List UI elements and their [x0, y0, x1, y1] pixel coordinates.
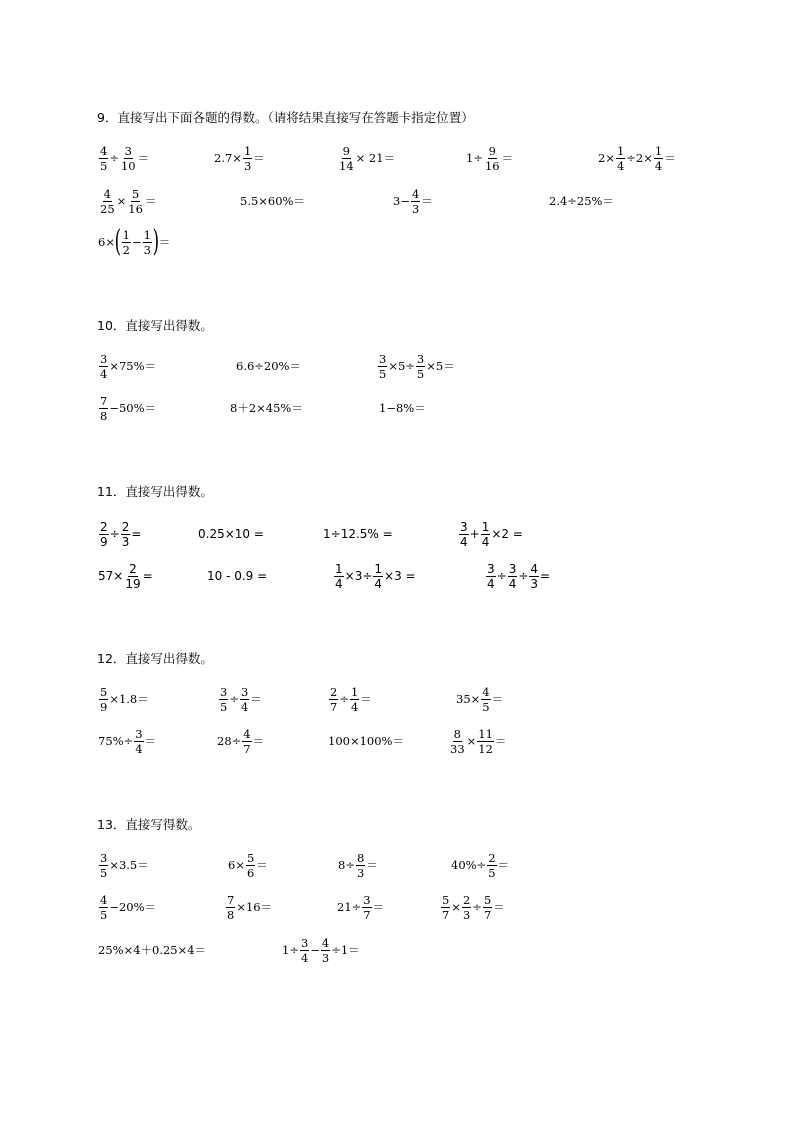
fraction [240, 685, 249, 714]
expression-text: 100×100%＝ [328, 734, 404, 748]
fraction [99, 144, 108, 173]
fraction [378, 352, 387, 381]
fraction-numerator: 5 [131, 186, 140, 201]
fraction-numerator: 4 [100, 143, 108, 158]
expression-text: 2.4÷25%＝ [549, 194, 614, 208]
expression-text: ÷ [518, 569, 529, 583]
math-expression [218, 681, 262, 717]
math-expression [207, 558, 267, 594]
fraction [449, 727, 466, 756]
math-expression [217, 723, 264, 759]
math-expression [393, 183, 433, 219]
expression-text: 1÷ [466, 151, 483, 165]
fraction-denominator: 8 [227, 907, 235, 922]
fraction-denominator: 3 [121, 534, 130, 549]
fraction-numerator: 5 [100, 684, 108, 699]
fraction-denominator: 7 [330, 699, 338, 714]
expression-text: ＝ [366, 858, 378, 872]
fraction-denominator: 5 [100, 865, 108, 880]
expression-text: ÷ [496, 569, 507, 583]
expression-text: 0.25×10 = [198, 527, 264, 541]
fraction-denominator: 4 [616, 158, 625, 173]
fraction [508, 562, 518, 591]
expression-text: ＝ [360, 692, 372, 706]
right-parenthesis: ) [152, 224, 160, 259]
fraction-denominator: 2 [122, 242, 130, 257]
fraction-numerator: 1 [616, 143, 625, 158]
fraction [99, 685, 108, 714]
math-expression [458, 516, 523, 552]
fraction-numerator: 3 [100, 351, 108, 366]
expression-text: ÷ [229, 692, 239, 706]
fraction [484, 144, 501, 173]
math-expression [236, 348, 301, 384]
math-expression [451, 847, 509, 883]
math-expression [337, 140, 395, 176]
fraction [338, 144, 355, 173]
fraction-denominator: 4 [300, 950, 309, 965]
expression-text: ＝ [137, 151, 150, 165]
fraction [242, 727, 251, 756]
fraction-numerator: 4 [321, 935, 330, 950]
expression-text: −20%＝ [109, 900, 157, 914]
math-expression [98, 932, 206, 968]
expression-text: = [131, 527, 142, 541]
math-expression [466, 140, 513, 176]
fraction-numerator: 1 [243, 143, 252, 158]
expression-text: + [469, 527, 480, 541]
fraction-numerator: 2 [462, 892, 471, 907]
fraction [124, 562, 141, 591]
expression-text: 8＋2×45%＝ [230, 401, 303, 415]
expression-text: ＝ [491, 692, 504, 706]
fraction-denominator: 4 [100, 366, 108, 381]
expression-text: ＝ [421, 194, 433, 208]
math-expression [323, 516, 393, 552]
math-expression [98, 140, 149, 176]
fraction-numerator: 4 [100, 892, 108, 907]
expression-text: ×5＝ [426, 359, 455, 373]
fraction-numerator: 4 [243, 726, 251, 741]
math-expression [225, 889, 272, 925]
fraction [99, 520, 109, 549]
expression-text: ×16＝ [236, 900, 273, 914]
fraction [486, 562, 496, 591]
expression-text: ×5÷ [388, 359, 415, 373]
expression-text: − [132, 235, 142, 249]
fraction-numerator: 4 [530, 561, 539, 576]
fraction-numerator: 9 [488, 143, 496, 158]
math-expression [282, 932, 360, 968]
question-heading-12: 12．直接写出得数。 [97, 651, 213, 666]
fraction [441, 893, 450, 922]
fraction-numerator: 1 [374, 561, 383, 576]
fraction-denominator: 7 [483, 907, 492, 922]
fraction-numerator: 3 [460, 519, 468, 534]
fraction-numerator: 4 [103, 186, 111, 201]
fraction-numerator: 2 [488, 850, 496, 865]
fraction [462, 893, 471, 922]
fraction-denominator: 6 [246, 865, 255, 880]
fraction-numerator: 3 [100, 850, 108, 865]
fraction-denominator: 3 [143, 242, 151, 257]
fraction [477, 727, 494, 756]
fraction [356, 851, 365, 880]
expression-text: ×3.5＝ [109, 858, 149, 872]
expression-text: 6.6÷20%＝ [236, 359, 301, 373]
fraction-denominator: 25 [100, 201, 115, 216]
expression-text: 28÷ [217, 734, 242, 748]
fraction [127, 187, 144, 216]
expression-text: ＝ [497, 858, 510, 872]
math-expression [338, 847, 378, 883]
expression-text: × 21＝ [355, 151, 396, 165]
question-heading-11: 11．直接写出得数。 [97, 484, 213, 499]
math-expression [328, 681, 372, 717]
fraction [334, 562, 344, 591]
fraction [483, 893, 492, 922]
expression-text: 25%×4＋0.25×4＝ [98, 943, 207, 957]
math-expression [240, 183, 305, 219]
math-expression [448, 723, 506, 759]
math-expression [214, 140, 265, 176]
fraction [350, 685, 359, 714]
math-expression [379, 390, 426, 426]
expression-text: ＝ [664, 151, 676, 165]
question-heading-9: 9．直接写出下面各题的得数。（请将结果直接写在答题卡指定位置） [97, 110, 474, 125]
fraction-denominator: 5 [100, 907, 108, 922]
fraction-denominator: 16 [128, 201, 143, 216]
expression-text: × [451, 900, 461, 914]
fraction [459, 520, 469, 549]
math-expression [333, 558, 416, 594]
fraction-denominator: 10 [120, 158, 136, 173]
math-expression [598, 140, 676, 176]
fraction-denominator: 4 [240, 699, 249, 714]
fraction [226, 893, 235, 922]
fraction-denominator: 9 [100, 699, 108, 714]
question-heading-13: 13．直接写得数。 [97, 817, 201, 832]
fraction-numerator: 3 [487, 561, 495, 576]
fraction-denominator: 3 [462, 907, 471, 922]
expression-text: 8÷ [338, 858, 355, 872]
fraction [120, 144, 137, 173]
expression-text: ÷2× [626, 151, 653, 165]
fraction [99, 394, 108, 423]
fraction [300, 936, 309, 965]
expression-text: ＝ [250, 692, 262, 706]
fraction-denominator: 4 [654, 158, 663, 173]
expression-text: 3− [393, 194, 410, 208]
fraction-numerator: 1 [335, 561, 343, 576]
fraction-numerator: 3 [300, 935, 309, 950]
fraction-denominator: 16 [484, 158, 500, 173]
fraction-denominator: 9 [100, 534, 108, 549]
expression-text: ×3÷ [344, 569, 373, 583]
fraction-denominator: 7 [363, 907, 371, 922]
expression-text: ＝ [144, 734, 157, 748]
fraction-numerator: 3 [240, 684, 249, 699]
left-parenthesis: ( [114, 224, 122, 259]
fraction [616, 144, 625, 173]
fraction-numerator: 5 [483, 892, 492, 907]
fraction-denominator: 4 [481, 534, 490, 549]
expression-text: ×3 = [384, 569, 416, 583]
fraction-numerator: 2 [129, 561, 137, 576]
expression-text: ×1.8＝ [109, 692, 149, 706]
expression-text: × [116, 194, 127, 208]
expression-text: ÷ [472, 900, 482, 914]
expression-text: ＝ [493, 900, 505, 914]
fraction-denominator: 4 [460, 534, 468, 549]
math-expression [440, 889, 505, 925]
fraction-numerator: 11 [478, 726, 493, 741]
math-expression [98, 183, 156, 219]
fraction [481, 520, 491, 549]
fraction [416, 352, 425, 381]
fraction-numerator: 8 [453, 726, 461, 741]
question-heading-10: 10．直接写出得数。 [97, 318, 213, 333]
fraction-numerator: 3 [135, 726, 143, 741]
fraction-numerator: 7 [100, 393, 108, 408]
math-expression [98, 390, 156, 426]
fraction [99, 187, 116, 216]
fraction [99, 893, 108, 922]
math-expression [228, 847, 268, 883]
math-expression [98, 516, 141, 552]
expression-text: 6× [228, 858, 245, 872]
fraction-denominator: 8 [100, 408, 108, 423]
fraction-numerator: 1 [143, 227, 151, 242]
fraction-denominator: 3 [530, 576, 539, 591]
fraction [411, 187, 420, 216]
fraction-denominator: 5 [220, 699, 228, 714]
expression-text: ＝ [494, 734, 507, 748]
fraction-denominator: 3 [321, 950, 330, 965]
fraction [321, 936, 330, 965]
fraction-denominator: 4 [508, 576, 517, 591]
fraction-numerator: 8 [356, 850, 365, 865]
fraction-denominator: 5 [482, 699, 490, 714]
expression-text: 1÷ [282, 943, 299, 957]
expression-text: ＝ [256, 858, 268, 872]
fraction [134, 727, 143, 756]
fraction-denominator: 14 [339, 158, 354, 173]
fraction-denominator: 7 [243, 741, 251, 756]
expression-text: = [540, 569, 551, 583]
fraction [529, 562, 539, 591]
expression-text: ＝ [144, 194, 157, 208]
fraction-denominator: 3 [243, 158, 252, 173]
expression-text: ＝ [501, 151, 514, 165]
math-expression [98, 847, 149, 883]
fraction [99, 851, 108, 880]
fraction [122, 228, 131, 257]
expression-text: ＝ [252, 734, 265, 748]
math-expression [198, 516, 264, 552]
expression-text: ÷ [109, 527, 120, 541]
expression-text: 1−8%＝ [379, 401, 426, 415]
fraction-denominator: 4 [350, 699, 359, 714]
math-expression [328, 723, 404, 759]
fraction-numerator: 1 [654, 143, 663, 158]
fraction-numerator: 7 [227, 892, 235, 907]
expression-text: = [142, 569, 153, 583]
fraction-denominator: 5 [488, 865, 496, 880]
fraction [654, 144, 663, 173]
expression-text: × [466, 734, 477, 748]
fraction [481, 685, 490, 714]
fraction-numerator: 2 [330, 684, 338, 699]
expression-text: ＝ [253, 151, 265, 165]
fraction-numerator: 5 [442, 892, 450, 907]
fraction-denominator: 3 [356, 865, 365, 880]
expression-text: 40%÷ [451, 858, 487, 872]
math-expression [456, 681, 503, 717]
math-expression [98, 889, 156, 925]
expression-text: 6× [98, 235, 115, 249]
expression-text: 2× [598, 151, 615, 165]
fraction-numerator: 4 [411, 186, 420, 201]
fraction-denominator: 5 [416, 366, 425, 381]
fraction-numerator: 3 [416, 351, 425, 366]
fraction-numerator: 3 [124, 143, 132, 158]
fraction-numerator: 5 [246, 850, 255, 865]
fraction-denominator: 5 [100, 158, 108, 173]
fraction-denominator: 3 [411, 201, 420, 216]
expression-text: 2.7× [214, 151, 242, 165]
fraction-numerator: 9 [342, 143, 350, 158]
fraction [99, 352, 108, 381]
math-expression [337, 889, 384, 925]
expression-text: ＝ [158, 235, 171, 249]
math-expression [230, 390, 303, 426]
fraction [219, 685, 228, 714]
fraction [243, 144, 252, 173]
fraction-denominator: 4 [487, 576, 495, 591]
expression-text: ＝ [372, 900, 385, 914]
fraction-numerator: 2 [100, 519, 108, 534]
fraction [246, 851, 255, 880]
fraction-numerator: 1 [350, 684, 359, 699]
math-expression [98, 224, 170, 260]
fraction-denominator: 4 [374, 576, 383, 591]
math-expression [377, 348, 455, 384]
fraction-denominator: 4 [135, 741, 143, 756]
expression-text: ÷1＝ [331, 943, 360, 957]
math-expression [485, 558, 550, 594]
fraction-numerator: 1 [481, 519, 490, 534]
fraction [362, 893, 371, 922]
fraction-numerator: 3 [379, 351, 387, 366]
fraction [487, 851, 496, 880]
fraction-numerator: 1 [122, 227, 130, 242]
fraction [121, 520, 131, 549]
expression-text: 21÷ [337, 900, 362, 914]
expression-text: ×2 = [491, 527, 523, 541]
expression-text: ÷ [109, 151, 119, 165]
fraction-numerator: 4 [482, 684, 490, 699]
expression-text: ÷ [339, 692, 349, 706]
fraction [373, 562, 383, 591]
expression-text: −50%＝ [109, 401, 157, 415]
fraction [329, 685, 338, 714]
expression-text: 1÷12.5% = [323, 527, 393, 541]
expression-text: 10 - 0.9 = [207, 569, 268, 583]
math-expression [98, 558, 153, 594]
math-expression [98, 348, 156, 384]
expression-text: − [310, 943, 320, 957]
fraction-denominator: 4 [335, 576, 343, 591]
fraction-numerator: 3 [363, 892, 371, 907]
fraction-denominator: 7 [442, 907, 450, 922]
expression-text: 57× [98, 569, 124, 583]
fraction-numerator: 2 [121, 519, 130, 534]
fraction-denominator: 19 [125, 576, 141, 591]
fraction-denominator: 12 [478, 741, 493, 756]
fraction-numerator: 3 [508, 561, 517, 576]
fraction-numerator: 3 [220, 684, 228, 699]
expression-text: ×75%＝ [109, 359, 157, 373]
expression-text: 5.5×60%＝ [240, 194, 305, 208]
math-expression [98, 681, 149, 717]
fraction-denominator: 33 [450, 741, 465, 756]
fraction-denominator: 5 [379, 366, 387, 381]
expression-text: 75%÷ [98, 734, 134, 748]
math-expression [549, 183, 614, 219]
expression-text: 35× [456, 692, 481, 706]
fraction [143, 228, 152, 257]
math-expression [98, 723, 156, 759]
